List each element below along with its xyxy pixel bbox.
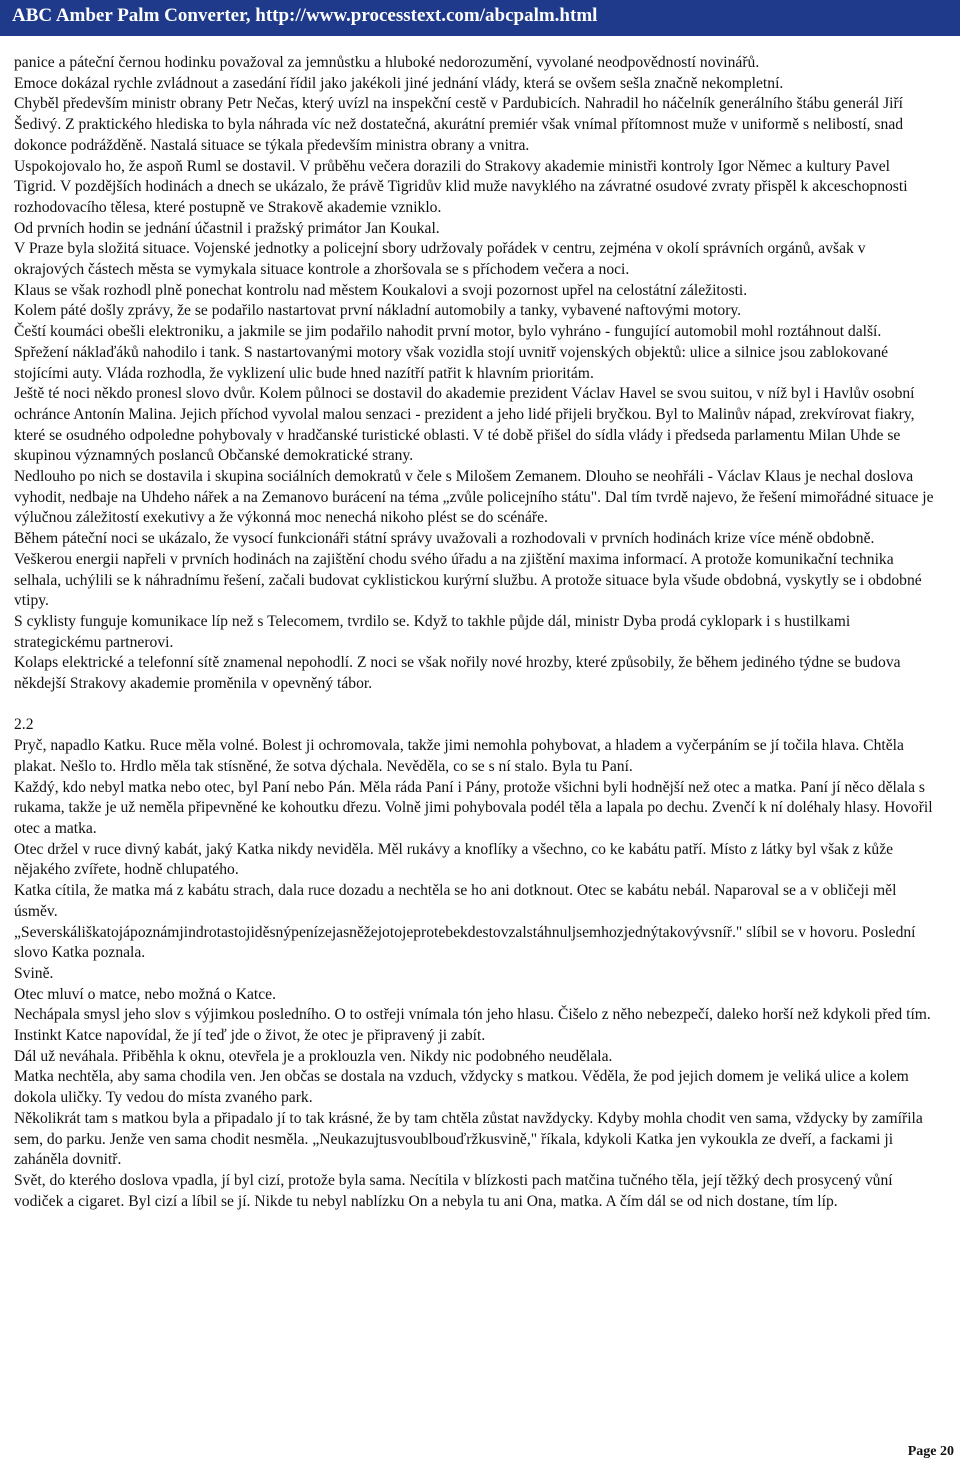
paragraph: „Severskáliškatojápoznámjindrotastojiděsnýpenízejasněžejotojeprotebekdestovzalstáhnuljsemhozjednýtakovývsníř." slíbil se v hovoru. Poslední slovo Katka poznala. <box>14 923 916 962</box>
converter-header-title: ABC Amber Palm Converter, http://www.processtext.com/abcpalm.html <box>12 5 598 26</box>
paragraph: panice a páteční černou hodinku považoval za jemnůstku a hluboké nedorozumění, vyvolané neodpovědností novinářů. <box>14 54 760 71</box>
paragraph: Pryč, napadlo Katku. Ruce měla volné. Bolest ji ochromovala, takže jimi nemohla pohybovat, a hladem a vyčerpáním se jí točila hlava. Chtěla plakat. Nešlo to. Hrdlo měla tak stísněné, že sotva dýchala. Nevěděla, co se s ní stalo. Byla tu Paní. <box>14 737 904 775</box>
paragraph: Nedlouho po nich se dostavila i skupina sociálních demokratů v čele s Milošem Zemanem. Dlouho se neohřáli - Václav Klaus je nechal doslova vyhodit, nedbaje na Uhdeho nářek a na Zemanovo burácení na téma „zvůle policejního státu". Dal tím tvrdě najevo, že řešení mimořádné situace je výlučnou záležitostí exekutivy a že výkonná moc nenechá nikoho plést se do scénáře. <box>14 468 934 527</box>
paragraph: Otec držel v ruce divný kabát, jaký Katka nikdy neviděla. Měl rukávy a knoflíky a všechno, co ke kabátu patří. Místo z látky byl však z kůže nějakého zvířete, hodně chlupatého. <box>14 840 894 879</box>
paragraph: Klaus se však rozhodl plně ponechat kontrolu nad městem Koukalovi a svoji pozornost upřel na celostátní záležitosti. <box>14 281 748 299</box>
paragraph: Matka nechtěla, aby sama chodila ven. Jen občas se dostala na vzduch, vždycky s matkou. Věděla, že pod jejich domem je veliká ulice a kolem dokola uličky. Ty vedou do místa zvaného park. <box>14 1068 909 1107</box>
paragraph: Svině. <box>14 964 54 982</box>
paragraph: Kolem páté došly zprávy, že se podařilo nastartovat první nákladní automobily a tanky, vybavené naftovými motory. <box>14 302 742 320</box>
blank-line <box>14 695 934 716</box>
paragraph: Ještě té noci někdo pronesl slovo dvůr. Kolem půlnoci se dostavil do akademie prezident Václav Havel se svou suitou, v níž byl i Havlův osobní ochránce Antonín Malina. Jejich příchod vyvolal malou senzaci - prezident a jeho lidé přijeli bryčkou. Byl to Malinův nápad, zrekvírovat fiakry, které se osudného odpoledne pohybovaly v hradčanské turistické oblasti. V té době přišel do sídla vlády i předseda parlamentu Milan Uhde se skupinou významných poslanců Občanské demokratické strany. <box>14 385 915 465</box>
paragraph: Katka cítila, že matka má z kabátu strach, dala ruce dozadu a nechtěla se ho ani dotknout. Otec se kabátu nebál. Naparoval se a v obličeji měl úsměv. <box>14 882 897 920</box>
paragraph: Každý, kdo nebyl matka nebo otec, byl Paní nebo Pán. Měla ráda Paní i Pány, protože všichni byli hodnější než otec a matka. Paní jí něco dělala s rukama, takže je už neměla připevněné ke kohoutku dřezu. Volně jimi pohybovala podél těla a lapala po dechu. Zvenčí k ní doléhaly hlasy. Hovořil otec a matka. <box>14 778 933 837</box>
paragraph: Emoce dokázal rychle zvládnout a zasedání řídil jako jakékoli jiné jednání vlády, která se ovšem sešla značně nekompletní. <box>14 74 784 92</box>
paragraph: Dál už neváhala. Přiběhla k oknu, otevřela je a proklouzla ven. Nikdy nic podobného neudělala. <box>14 1047 613 1065</box>
paragraph: V Praze byla složitá situace. Vojenské jednotky a policejní sbory udržovaly pořádek v centru, zejména v okolí správních orgánů, avšak v okrajových částech města se vymykala situace kontrole a zhoršovala se s příchodem večera a noci. <box>14 240 866 279</box>
page-number: Page 20 <box>907 1444 954 1459</box>
converter-header-bar <box>0 0 960 36</box>
paragraph: Nechápala smysl jeho slov s výjimkou posledního. O to ostřeji vnímala tón jeho hlasu. Čišelo z něho nebezpečí, daleko horší než kdykoli před tím. Instinkt Katce napovídal, že jí teď jde o život, že otec je připravený ji zabít. <box>14 1006 931 1045</box>
paragraph: Otec mluví o matce, nebo možná o Katce. <box>14 985 276 1003</box>
paragraph: Chyběl především ministr obrany Petr Nečas, který uvízl na inspekční cestě v Pardubicích. Nahradil ho náčelník generálního štábu generál Jiří Šedivý. Z praktického hlediska to byla náhrada víc než dostatečná, akurátní premiér však vnímal přítomnost muže v uniformě s nelibostí, snad dokonce podrážděně. Nastalá situace se týkala především ministra obrany a vnitra. <box>14 95 904 154</box>
paragraph: Čeští koumáci obešli elektroniku, a jakmile se jim podařilo nahodit první motor, bylo vyhráno - fungující automobil mohl roztáhnout další. Spřežení náklaďáků nahodilo i tank. S nastartovanými motory však vozidla stojí uvnitř vojenských objektů: ulice a silnice jsou zablokované stojícími auty. Vláda rozhodla, že vyklizení ulic bude hned nazítří patřit k hlavním prioritám. <box>14 323 889 382</box>
document-body <box>14 53 934 1212</box>
paragraph: Uspokojovalo ho, že aspoň Ruml se dostavil. V průběhu večera dorazili do Strakovy akademie ministři kontroly Igor Němec a kultury Pavel Tigrid. V pozdějších hodinách a dnech se ukázalo, že právě Tigridův klid muže navyklého na závratné osudové zvraty přispěl k akceschopnosti rozhodovacího tělesa, které postupně ve Strakově akademie vzniklo. <box>14 157 908 216</box>
paragraph: Svět, do kterého doslova vpadla, jí byl cizí, protože byla sama. Necítila v blízkosti pach matčina tučného těla, její těžký dech prosycený vůní vodiček a cigaret. Byl cizí a líbil se jí. Nikde tu nebyl nablízku On a nebyla tu ani Ona, matka. A čím dál se od nich dostane, tím líp. <box>14 1171 893 1210</box>
paragraph: S cyklisty funguje komunikace líp než s Telecomem, tvrdilo se. Když to takhle půjde dál, ministr Dyba prodá cyklopark i s hustilkami strategickému partnerovi. <box>14 612 851 651</box>
section-number: 2.2 <box>14 716 34 734</box>
paragraph: Několikrát tam s matkou byla a připadalo jí to tak krásné, že by tam chtěla zůstat navždycky. Kdyby mohla chodit ven sama, vždycky by zamířila sem, do parku. Jenže ven sama chodit nesměla. „Neukazujtusvoublbouďržkusvině," říkala, kdykoli Katka jen vykoukla ze dveří, a fackami ji zaháněla dovnitř. <box>14 1109 923 1169</box>
paragraph: Během páteční noci se ukázalo, že vysocí funkcionáři státní správy uvažovali a rozhodovali v prvních hodinách krize více méně obdobně. Veškerou energii napřeli v prvních hodinách na zajištění chodu svého úřadu a na zjištění maxima informací. A protože komunikační technika selhala, uchýlili se k náhradnímu řešení, začali budovat cyklistickou kurýrní službu. A protože situace byla všude obdobná, vyskytly se i obdobné vtipy. <box>14 530 922 610</box>
paragraph: Od prvních hodin se jednání účastnil i pražský primátor Jan Koukal. <box>14 219 440 237</box>
paragraph: Kolaps elektrické a telefonní sítě znamenal nepohodlí. Z noci se však nořily nové hrozby, které způsobily, že během jediného týdne se budova někdejší Strakovy akademie proměnila v opevněný tábor. <box>14 654 901 693</box>
